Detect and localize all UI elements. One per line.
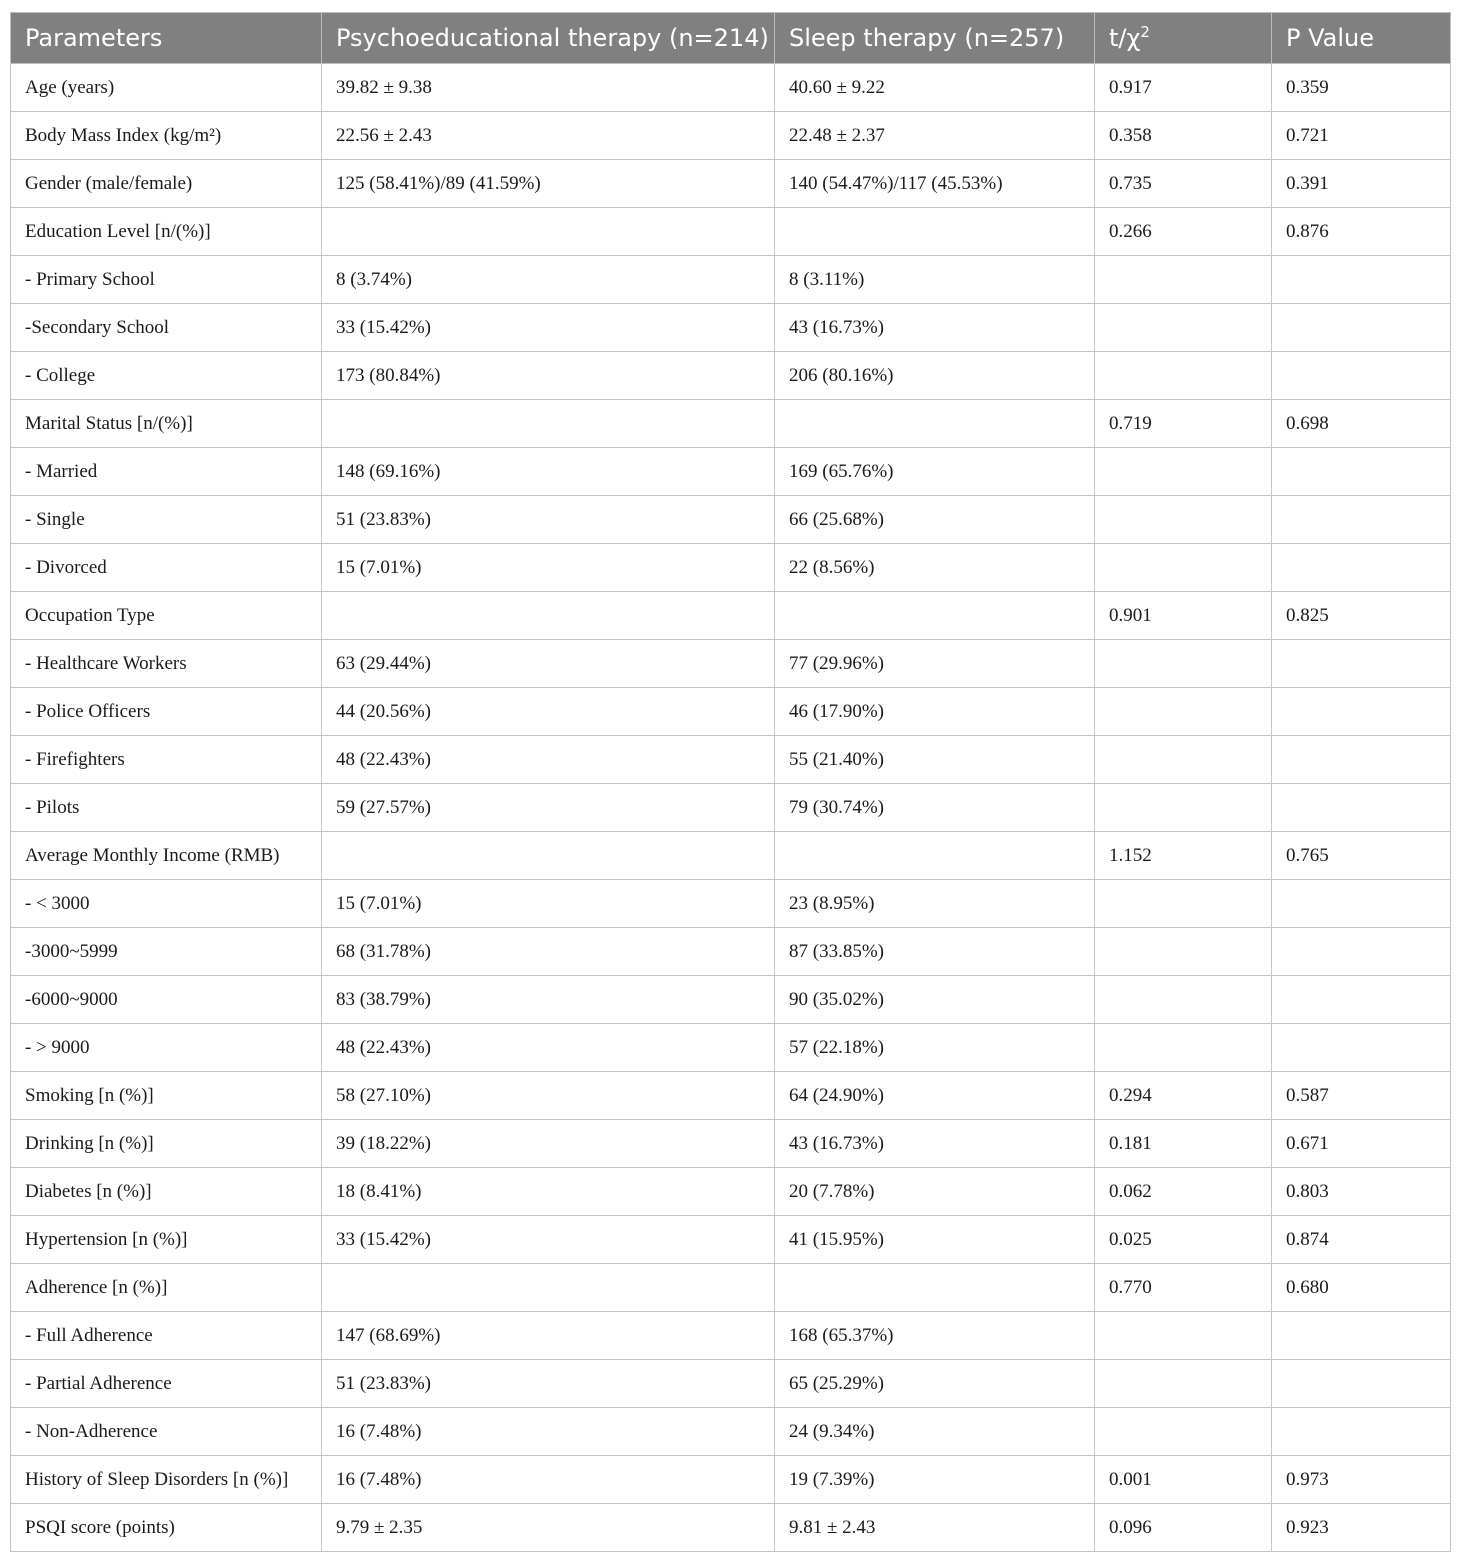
- cell-sleep-value: 66 (25.68%): [775, 496, 1095, 544]
- header-sleep-therapy: Sleep therapy (n=257): [775, 13, 1095, 64]
- cell-p-value: [1272, 544, 1451, 592]
- cell-test-statistic: 0.062: [1095, 1168, 1272, 1216]
- cell-psychoeducational-value: [322, 1264, 775, 1312]
- cell-test-statistic: 0.735: [1095, 160, 1272, 208]
- cell-p-value: 0.973: [1272, 1456, 1451, 1504]
- header-row: [11, 13, 1451, 64]
- table-row: [11, 304, 1451, 352]
- table-header: [11, 13, 1451, 64]
- cell-p-value: [1272, 1360, 1451, 1408]
- cell-sleep-value: 9.81 ± 2.43: [775, 1504, 1095, 1552]
- cell-sleep-value: [775, 1264, 1095, 1312]
- cell-p-value: 0.803: [1272, 1168, 1451, 1216]
- cell-parameter: -3000~5999: [11, 928, 322, 976]
- table-row: [11, 544, 1451, 592]
- cell-test-statistic: [1095, 736, 1272, 784]
- table-row: [11, 1168, 1451, 1216]
- cell-test-statistic: [1095, 1360, 1272, 1408]
- cell-p-value: [1272, 736, 1451, 784]
- cell-p-value: [1272, 448, 1451, 496]
- cell-parameter: PSQI score (points): [11, 1504, 322, 1552]
- cell-psychoeducational-value: 147 (68.69%): [322, 1312, 775, 1360]
- table-row: [11, 1264, 1451, 1312]
- cell-psychoeducational-value: [322, 208, 775, 256]
- cell-test-statistic: 0.294: [1095, 1072, 1272, 1120]
- cell-test-statistic: [1095, 784, 1272, 832]
- cell-parameter: - Non-Adherence: [11, 1408, 322, 1456]
- table-row: [11, 1072, 1451, 1120]
- cell-test-statistic: 0.901: [1095, 592, 1272, 640]
- cell-psychoeducational-value: [322, 832, 775, 880]
- cell-p-value: [1272, 304, 1451, 352]
- cell-sleep-value: 19 (7.39%): [775, 1456, 1095, 1504]
- table-row: [11, 832, 1451, 880]
- cell-p-value: 0.587: [1272, 1072, 1451, 1120]
- table-row: [11, 208, 1451, 256]
- header-p-value: P Value: [1272, 13, 1451, 64]
- header-test-statistic: [1095, 13, 1272, 64]
- cell-p-value: [1272, 640, 1451, 688]
- cell-sleep-value: 169 (65.76%): [775, 448, 1095, 496]
- cell-p-value: 0.721: [1272, 112, 1451, 160]
- cell-test-statistic: [1095, 544, 1272, 592]
- cell-sleep-value: 64 (24.90%): [775, 1072, 1095, 1120]
- cell-psychoeducational-value: 51 (23.83%): [322, 496, 775, 544]
- cell-p-value: [1272, 496, 1451, 544]
- cell-psychoeducational-value: [322, 592, 775, 640]
- cell-p-value: 0.825: [1272, 592, 1451, 640]
- cell-test-statistic: 0.770: [1095, 1264, 1272, 1312]
- cell-psychoeducational-value: 16 (7.48%): [322, 1408, 775, 1456]
- cell-parameter: Adherence [n (%)]: [11, 1264, 322, 1312]
- table-row: [11, 1216, 1451, 1264]
- cell-test-statistic: [1095, 448, 1272, 496]
- cell-psychoeducational-value: 39 (18.22%): [322, 1120, 775, 1168]
- cell-sleep-value: [775, 592, 1095, 640]
- cell-test-statistic: 0.358: [1095, 112, 1272, 160]
- table-row: [11, 112, 1451, 160]
- cell-p-value: [1272, 880, 1451, 928]
- cell-parameter: Hypertension [n (%)]: [11, 1216, 322, 1264]
- cell-psychoeducational-value: 173 (80.84%): [322, 352, 775, 400]
- table-row: [11, 1360, 1451, 1408]
- cell-psychoeducational-value: 51 (23.83%): [322, 1360, 775, 1408]
- cell-p-value: 0.923: [1272, 1504, 1451, 1552]
- cell-test-statistic: [1095, 1408, 1272, 1456]
- cell-p-value: [1272, 928, 1451, 976]
- cell-test-statistic: 0.266: [1095, 208, 1272, 256]
- table-row: [11, 160, 1451, 208]
- cell-test-statistic: [1095, 304, 1272, 352]
- cell-sleep-value: 79 (30.74%): [775, 784, 1095, 832]
- cell-parameter: Average Monthly Income (RMB): [11, 832, 322, 880]
- cell-parameter: -6000~9000: [11, 976, 322, 1024]
- cell-sleep-value: 77 (29.96%): [775, 640, 1095, 688]
- header-test-statistic-superscript: 2: [1140, 23, 1150, 41]
- table-row: [11, 976, 1451, 1024]
- cell-test-statistic: [1095, 880, 1272, 928]
- cell-parameter: - Divorced: [11, 544, 322, 592]
- cell-parameter: - > 9000: [11, 1024, 322, 1072]
- cell-sleep-value: [775, 208, 1095, 256]
- header-parameters: Parameters: [11, 13, 322, 64]
- cell-test-statistic: 0.001: [1095, 1456, 1272, 1504]
- cell-parameter: Occupation Type: [11, 592, 322, 640]
- cell-psychoeducational-value: 125 (58.41%)/89 (41.59%): [322, 160, 775, 208]
- table-row: [11, 64, 1451, 112]
- cell-psychoeducational-value: 8 (3.74%): [322, 256, 775, 304]
- cell-test-statistic: [1095, 352, 1272, 400]
- cell-test-statistic: 1.152: [1095, 832, 1272, 880]
- baseline-characteristics-table: [10, 12, 1451, 1552]
- cell-parameter: -Secondary School: [11, 304, 322, 352]
- table-row: [11, 400, 1451, 448]
- cell-psychoeducational-value: 83 (38.79%): [322, 976, 775, 1024]
- table-row: [11, 1024, 1451, 1072]
- cell-p-value: [1272, 352, 1451, 400]
- header-psychoeducational-therapy: Psychoeducational therapy (n=214): [322, 13, 775, 64]
- cell-p-value: [1272, 1024, 1451, 1072]
- cell-test-statistic: [1095, 688, 1272, 736]
- cell-psychoeducational-value: 15 (7.01%): [322, 544, 775, 592]
- cell-p-value: [1272, 1408, 1451, 1456]
- cell-p-value: 0.680: [1272, 1264, 1451, 1312]
- cell-psychoeducational-value: 33 (15.42%): [322, 304, 775, 352]
- table-row: [11, 736, 1451, 784]
- cell-parameter: Age (years): [11, 64, 322, 112]
- cell-test-statistic: [1095, 976, 1272, 1024]
- cell-psychoeducational-value: 48 (22.43%): [322, 1024, 775, 1072]
- cell-p-value: [1272, 784, 1451, 832]
- cell-sleep-value: 87 (33.85%): [775, 928, 1095, 976]
- cell-psychoeducational-value: 58 (27.10%): [322, 1072, 775, 1120]
- cell-parameter: Drinking [n (%)]: [11, 1120, 322, 1168]
- cell-sleep-value: 43 (16.73%): [775, 304, 1095, 352]
- cell-psychoeducational-value: 68 (31.78%): [322, 928, 775, 976]
- cell-sleep-value: 55 (21.40%): [775, 736, 1095, 784]
- cell-sleep-value: 46 (17.90%): [775, 688, 1095, 736]
- cell-test-statistic: 0.719: [1095, 400, 1272, 448]
- baseline-characteristics-table-container: [10, 12, 1450, 1552]
- cell-test-statistic: 0.917: [1095, 64, 1272, 112]
- cell-psychoeducational-value: 48 (22.43%): [322, 736, 775, 784]
- cell-sleep-value: 24 (9.34%): [775, 1408, 1095, 1456]
- table-row: [11, 1456, 1451, 1504]
- cell-parameter: Gender (male/female): [11, 160, 322, 208]
- cell-test-statistic: 0.181: [1095, 1120, 1272, 1168]
- cell-parameter: - Full Adherence: [11, 1312, 322, 1360]
- cell-test-statistic: 0.096: [1095, 1504, 1272, 1552]
- cell-sleep-value: 22.48 ± 2.37: [775, 112, 1095, 160]
- cell-p-value: 0.765: [1272, 832, 1451, 880]
- cell-psychoeducational-value: 33 (15.42%): [322, 1216, 775, 1264]
- cell-psychoeducational-value: 16 (7.48%): [322, 1456, 775, 1504]
- cell-test-statistic: [1095, 496, 1272, 544]
- cell-p-value: 0.359: [1272, 64, 1451, 112]
- table-row: [11, 688, 1451, 736]
- cell-parameter: - < 3000: [11, 880, 322, 928]
- cell-test-statistic: [1095, 256, 1272, 304]
- table-row: [11, 784, 1451, 832]
- cell-sleep-value: 65 (25.29%): [775, 1360, 1095, 1408]
- cell-psychoeducational-value: 59 (27.57%): [322, 784, 775, 832]
- cell-p-value: 0.671: [1272, 1120, 1451, 1168]
- table-row: [11, 352, 1451, 400]
- table-row: [11, 640, 1451, 688]
- cell-sleep-value: 23 (8.95%): [775, 880, 1095, 928]
- cell-psychoeducational-value: 63 (29.44%): [322, 640, 775, 688]
- cell-sleep-value: 20 (7.78%): [775, 1168, 1095, 1216]
- cell-psychoeducational-value: 18 (8.41%): [322, 1168, 775, 1216]
- cell-parameter: - Pilots: [11, 784, 322, 832]
- cell-p-value: 0.874: [1272, 1216, 1451, 1264]
- cell-parameter: - College: [11, 352, 322, 400]
- cell-p-value: [1272, 256, 1451, 304]
- cell-sleep-value: 168 (65.37%): [775, 1312, 1095, 1360]
- table-row: [11, 880, 1451, 928]
- cell-p-value: [1272, 1312, 1451, 1360]
- table-row: [11, 256, 1451, 304]
- cell-parameter: Body Mass Index (kg/m²): [11, 112, 322, 160]
- cell-sleep-value: 206 (80.16%): [775, 352, 1095, 400]
- cell-sleep-value: [775, 832, 1095, 880]
- cell-psychoeducational-value: 44 (20.56%): [322, 688, 775, 736]
- cell-sleep-value: 57 (22.18%): [775, 1024, 1095, 1072]
- cell-sleep-value: 8 (3.11%): [775, 256, 1095, 304]
- table-row: [11, 448, 1451, 496]
- cell-parameter: - Married: [11, 448, 322, 496]
- cell-parameter: Education Level [n/(%)]: [11, 208, 322, 256]
- header-test-statistic-label: t/χ: [1109, 24, 1141, 52]
- cell-sleep-value: 41 (15.95%): [775, 1216, 1095, 1264]
- cell-parameter: - Police Officers: [11, 688, 322, 736]
- cell-sleep-value: 40.60 ± 9.22: [775, 64, 1095, 112]
- cell-parameter: - Single: [11, 496, 322, 544]
- cell-parameter: - Partial Adherence: [11, 1360, 322, 1408]
- cell-parameter: History of Sleep Disorders [n (%)]: [11, 1456, 322, 1504]
- cell-psychoeducational-value: 22.56 ± 2.43: [322, 112, 775, 160]
- table-row: [11, 1504, 1451, 1552]
- cell-parameter: Diabetes [n (%)]: [11, 1168, 322, 1216]
- cell-p-value: [1272, 976, 1451, 1024]
- table-row: [11, 592, 1451, 640]
- table-row: [11, 1312, 1451, 1360]
- cell-test-statistic: [1095, 1312, 1272, 1360]
- cell-psychoeducational-value: 9.79 ± 2.35: [322, 1504, 775, 1552]
- cell-sleep-value: 22 (8.56%): [775, 544, 1095, 592]
- cell-p-value: 0.391: [1272, 160, 1451, 208]
- cell-test-statistic: [1095, 928, 1272, 976]
- cell-parameter: Smoking [n (%)]: [11, 1072, 322, 1120]
- cell-sleep-value: 140 (54.47%)/117 (45.53%): [775, 160, 1095, 208]
- cell-psychoeducational-value: [322, 400, 775, 448]
- table-row: [11, 1120, 1451, 1168]
- cell-psychoeducational-value: 15 (7.01%): [322, 880, 775, 928]
- cell-psychoeducational-value: 148 (69.16%): [322, 448, 775, 496]
- table-body: [11, 64, 1451, 1552]
- table-row: [11, 928, 1451, 976]
- cell-p-value: 0.698: [1272, 400, 1451, 448]
- cell-sleep-value: [775, 400, 1095, 448]
- cell-test-statistic: [1095, 1024, 1272, 1072]
- table-row: [11, 1408, 1451, 1456]
- cell-p-value: [1272, 688, 1451, 736]
- cell-sleep-value: 90 (35.02%): [775, 976, 1095, 1024]
- cell-test-statistic: [1095, 640, 1272, 688]
- cell-test-statistic: 0.025: [1095, 1216, 1272, 1264]
- cell-sleep-value: 43 (16.73%): [775, 1120, 1095, 1168]
- table-row: [11, 496, 1451, 544]
- cell-parameter: - Firefighters: [11, 736, 322, 784]
- cell-psychoeducational-value: 39.82 ± 9.38: [322, 64, 775, 112]
- cell-p-value: 0.876: [1272, 208, 1451, 256]
- cell-parameter: - Healthcare Workers: [11, 640, 322, 688]
- cell-parameter: - Primary School: [11, 256, 322, 304]
- cell-parameter: Marital Status [n/(%)]: [11, 400, 322, 448]
